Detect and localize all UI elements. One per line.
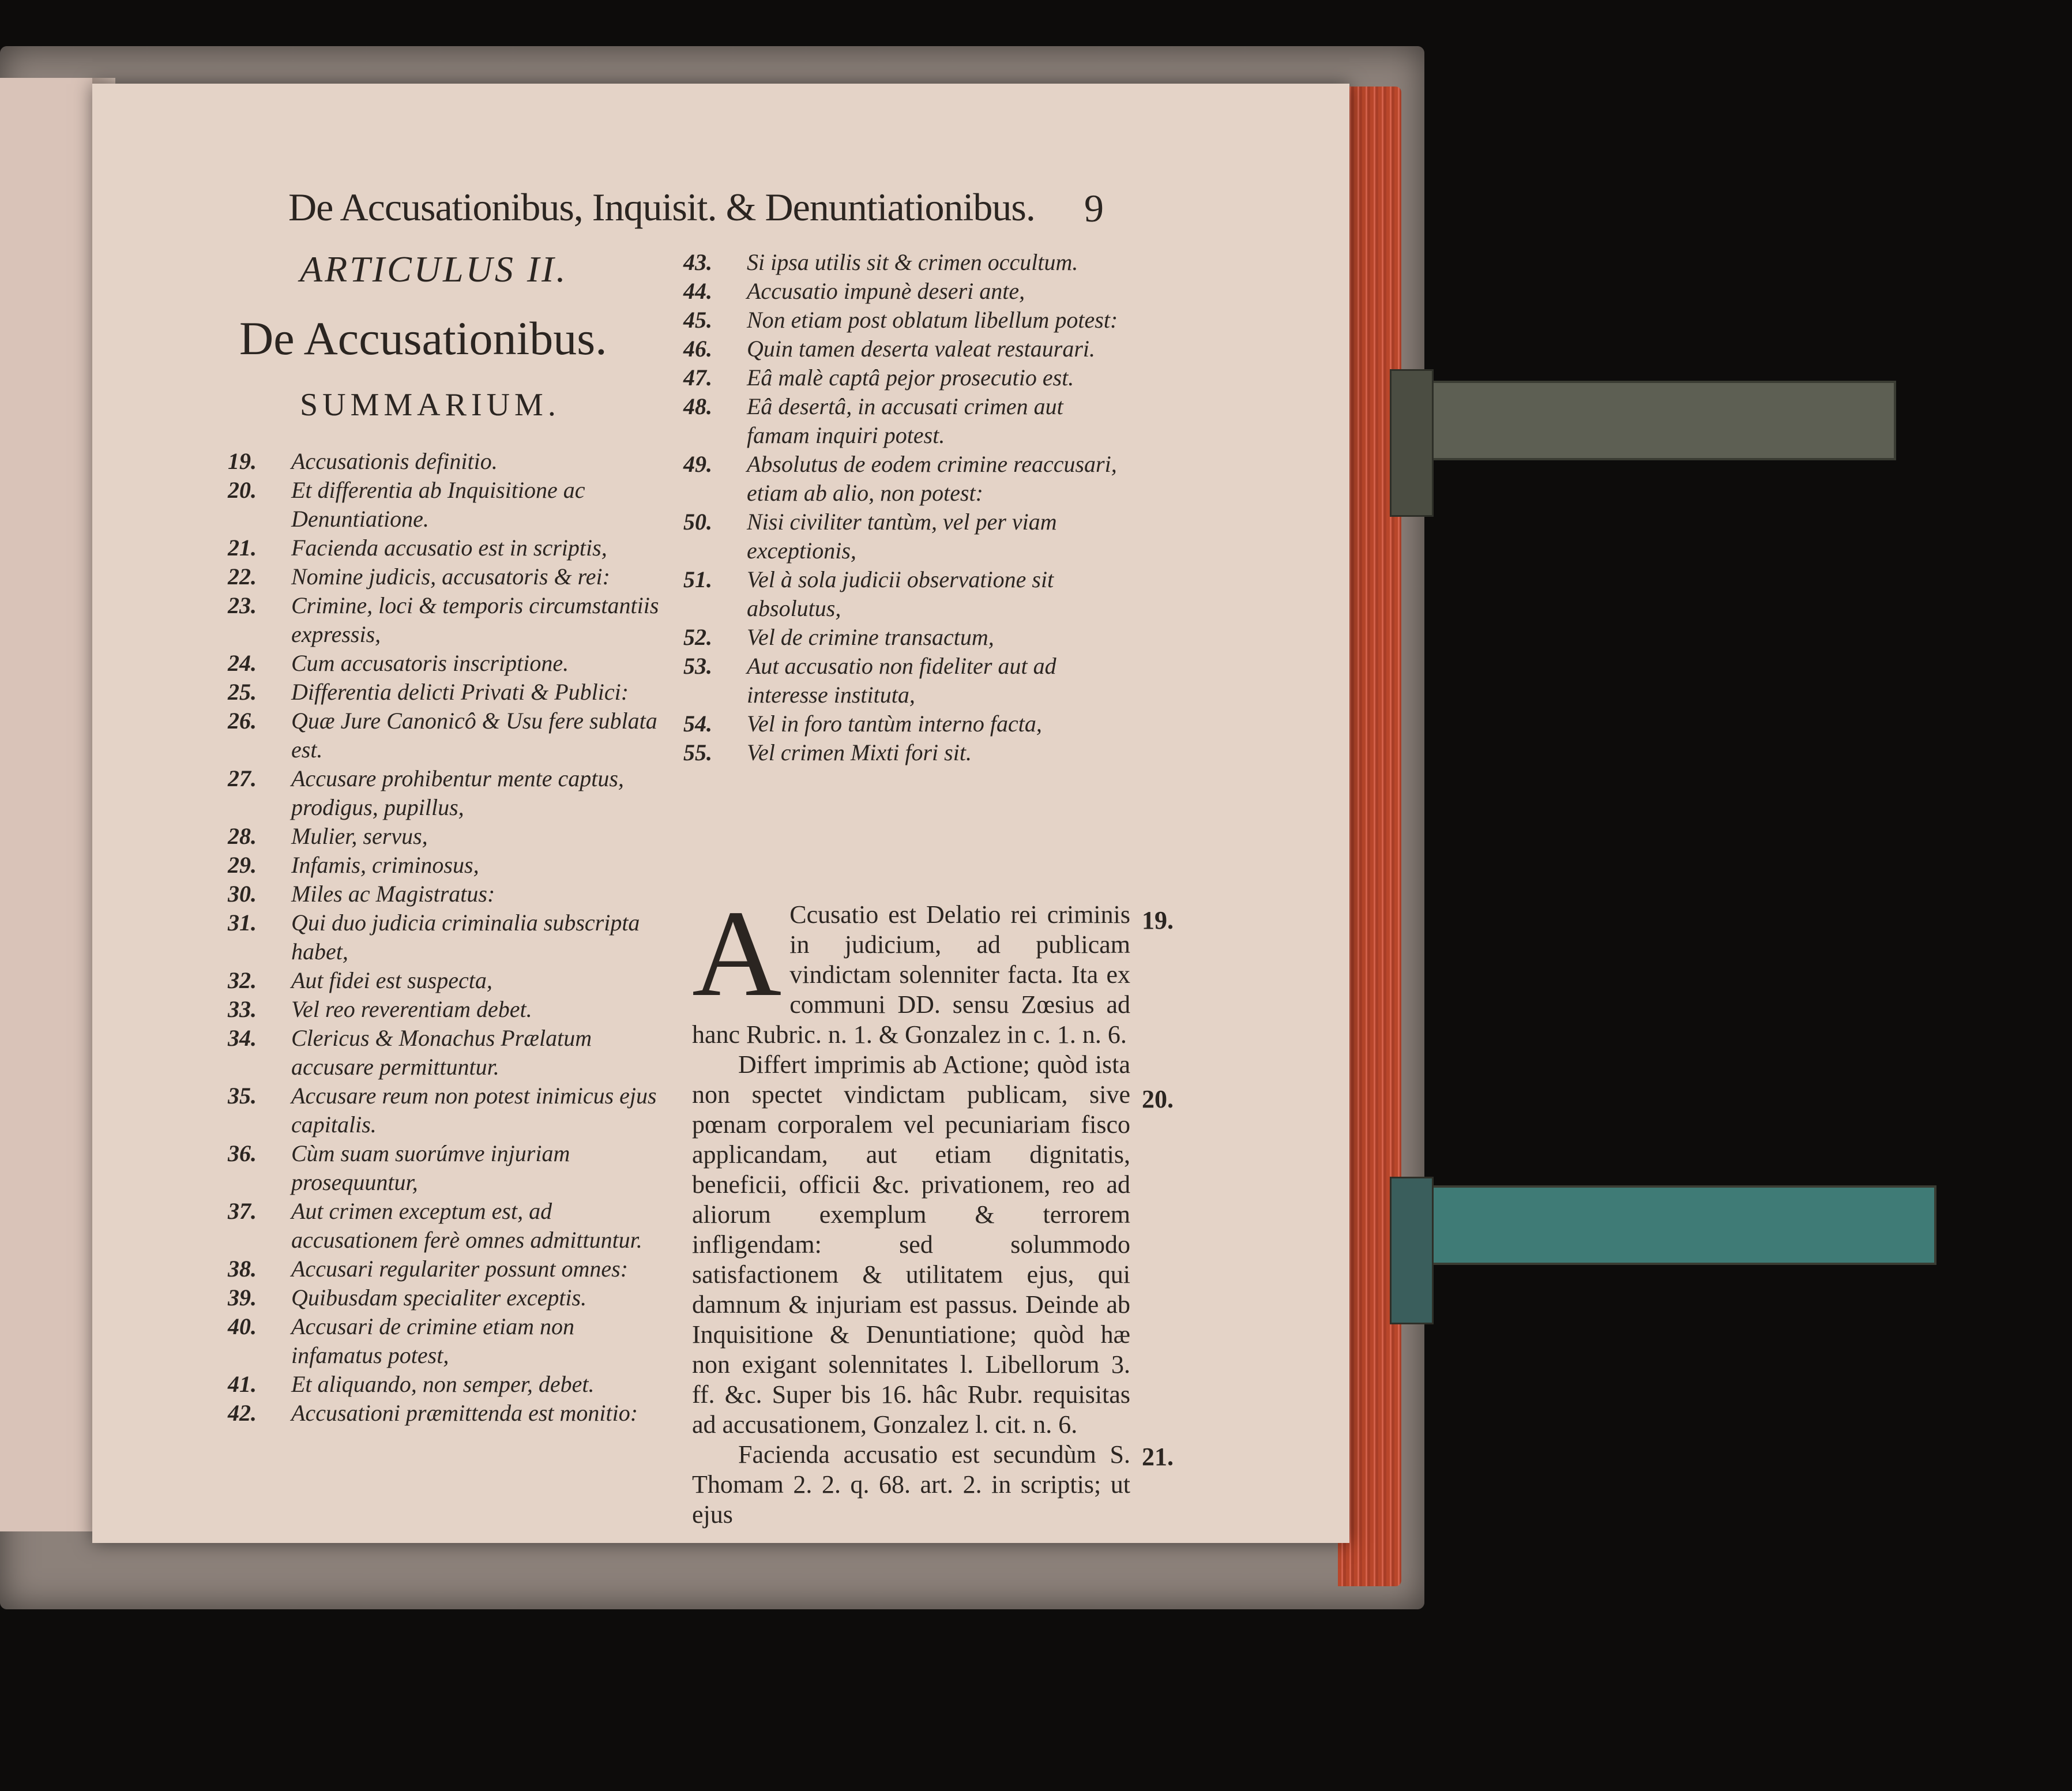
summary-item-number: 32. [228,967,257,993]
summary-item [683,450,1122,508]
running-head: De Accusationibus, Inquisit. & Denuntiationibus. [288,185,1035,229]
summary-item-text: Accusatio impunè deseri ante, [747,278,1025,304]
summary-item [683,565,1122,623]
summary-item-number: 33. [228,996,257,1022]
summary-item-text: Qui duo judicia criminalia subscripta habet, [291,910,640,964]
summary-item [683,306,1122,335]
summary-item [683,709,1122,738]
clasp-hinge-top [1390,369,1434,517]
paragraph-1: Ccusatio est Delatio rei criminis in judicium, ad publicam vindictam solenniter facta. Ita ex communi DD. sensu Zœsius ad hanc Rubric. n. 1. & Gonzalez in c. 1. n. 6. [692,900,1130,1049]
summary-item-text: Infamis, criminosus, [291,852,479,878]
margin-number-20: 20. [1142,1085,1174,1113]
summary-item [683,248,1122,277]
summary-item-number: 39. [228,1285,257,1311]
summary-item [683,738,1122,767]
summary-item-text: Accusari de crimine etiam non infamatus potest, [291,1313,574,1368]
summary-heading: SUMMARIUM. [300,387,561,423]
summary-item-text: Absolutus de eodem crimine reaccusari, etiam ab alio, non potest: [747,451,1117,506]
summary-item-text: Vel in foro tantùm interno facta, [747,711,1042,737]
summary-item-number: 52. [683,624,712,650]
summary-item-text: Quin tamen deserta valeat restaurari. [747,336,1096,362]
summary-item-text: Vel crimen Mixti fori sit. [747,739,972,765]
summary-item [228,678,666,707]
summary-item-number: 34. [228,1025,257,1051]
summary-item-number: 22. [228,564,257,590]
summary-item-number: 27. [228,765,257,791]
summary-item-text: Vel à sola judicii observatione sit absolutus, [747,566,1054,621]
summary-item-text: Et differentia ab Inquisitione ac Denuntiatione. [291,477,585,532]
paragraph-3: Facienda accusatio est secundùm S. Thomam 2. 2. q. 68. art. 2. in scriptis; ut ejus [692,1440,1130,1529]
summary-item-text: Quibusdam specialiter exceptis. [291,1285,587,1311]
summary-item [228,562,666,591]
summary-item [228,822,666,851]
summary-item-number: 40. [228,1313,257,1339]
summary-item [228,908,666,966]
summary-item [228,1024,666,1082]
summary-item-text: Si ipsa utilis sit & crimen occultum. [747,249,1078,275]
summary-item [228,880,666,908]
section-title: De Accusationibus. [239,312,607,365]
summary-item-number: 29. [228,852,257,878]
summary-item-text: Miles ac Magistratus: [291,881,495,907]
summary-item-text: Eâ desertâ, in accusati crimen aut famam inquiri potest. [747,393,1063,448]
summary-item-number: 50. [683,509,712,535]
paragraph-2: Differt imprimis ab Actione; quòd ista non spectet vindictam publicam, sive pœnam corporalem vel pecuniariam fisco applicandam, aut etiam dignitatis, beneficii, officii &c. privationem, reo ad aliorum exemplum & terrorem infligendam: sed solummodo satisfactionem & utilitatem ejus, qui damnum & injuriam est passus. Deinde ab Inquisitione & Denuntiatione; quòd hæ non exigant solennitates l. Libellorum 3. ff. &c. Super bis 16. hâc Rubr. requisitas ad accusationem, Gonzalez l. cit. n. 6. [692,1050,1130,1439]
summary-item-number: 46. [683,336,712,362]
summary-item-number: 25. [228,679,257,705]
summary-item-number: 36. [228,1140,257,1166]
clasp-strap-bottom [1401,1185,1936,1265]
summary-item [228,966,666,995]
summary-item-text: Facienda accusatio est in scriptis, [291,535,607,561]
summary-item [228,534,666,562]
summary-item-number: 24. [228,650,257,676]
summary-item-text: Quæ Jure Canonicô & Usu fere sublata est. [291,708,657,763]
summary-item-number: 20. [228,477,257,503]
summary-item-text: Nomine judicis, accusatoris & rei: [291,564,610,590]
summary-item [228,1399,666,1428]
summary-item-number: 28. [228,823,257,849]
summary-item-number: 35. [228,1083,257,1109]
summary-item-number: 38. [228,1256,257,1282]
summary-item-number: 44. [683,278,712,304]
margin-number-21: 21. [1142,1443,1174,1471]
summary-item-number: 26. [228,708,257,734]
summary-item-number: 37. [228,1198,257,1224]
summary-item-number: 21. [228,535,257,561]
summary-item-text: Mulier, servus, [291,823,428,849]
summary-item-number: 55. [683,739,712,765]
summary-item-number: 42. [228,1400,257,1426]
summary-item [228,1370,666,1399]
summary-item [228,764,666,822]
summary-item [683,335,1122,363]
clasp-strap-top [1401,381,1896,460]
summary-item-text: Accusare reum non potest inimicus ejus capitalis. [291,1083,657,1137]
summary-item-number: 41. [228,1371,257,1397]
summary-item [683,363,1122,392]
summary-item [228,649,666,678]
summary-item-text: Clericus & Monachus Prælatum accusare permittuntur. [291,1025,592,1080]
summary-item [228,1255,666,1283]
left-page-edge [0,78,92,1531]
summary-item [683,392,1122,450]
summary-item-text: Et aliquando, non semper, debet. [291,1371,595,1397]
drop-cap: A [692,884,782,1022]
summary-item-number: 19. [228,448,257,474]
summary-list-left [228,447,666,1428]
summary-item [228,851,666,880]
summary-item-text: Accusari regulariter possunt omnes: [291,1256,629,1282]
summary-item-text: Aut fidei est suspecta, [291,967,492,993]
summary-item-number: 43. [683,249,712,275]
summary-item [228,1197,666,1255]
summary-item [228,707,666,764]
summary-item-number: 31. [228,910,257,936]
summary-item-number: 49. [683,451,712,477]
summary-item-text: Aut crimen exceptum est, ad accusationem ferè omnes admittuntur. [291,1198,642,1253]
summary-item-number: 54. [683,711,712,737]
summary-item [683,652,1122,709]
summary-item-text: Accusare prohibentur mente captus, prodigus, pupillus, [291,765,624,820]
clasp-hinge-bottom [1390,1177,1434,1324]
summary-item-text: Crimine, loci & temporis circumstantiis expressis, [291,592,659,647]
summary-item-number: 45. [683,307,712,333]
summary-item-text: Cum accusatoris inscriptione. [291,650,569,676]
summary-item [228,1283,666,1312]
summary-item-number: 48. [683,393,712,419]
summary-item-text: Aut accusatio non fideliter aut ad interesse instituta, [747,653,1056,708]
summary-item [228,476,666,534]
summary-item-text: Cùm suam suorúmve injuriam prosequuntur, [291,1140,570,1195]
summary-item [228,591,666,649]
summary-item [683,623,1122,652]
margin-number-19: 19. [1142,906,1174,934]
summary-item [228,995,666,1024]
summary-item-number: 23. [228,592,257,618]
summary-item [228,1082,666,1139]
summary-item [228,1312,666,1370]
body-text [692,884,1130,1530]
summary-item [228,1139,666,1197]
summary-item-text: Differentia delicti Privati & Publici: [291,679,629,705]
article-title: ARTICULUS II. [300,249,568,290]
summary-item-text: Vel de crimine transactum, [747,624,994,650]
summary-item [228,447,666,476]
summary-item-text: Eâ malè captâ pejor prosecutio est. [747,365,1074,391]
page-number: 9 [1084,186,1104,230]
summary-list-right [683,248,1122,767]
summary-item-text: Nisi civiliter tantùm, vel per viam exceptionis, [747,509,1057,564]
summary-item [683,277,1122,306]
summary-item-number: 47. [683,365,712,391]
summary-item-text: Accusationi præmittenda est monitio: [291,1400,638,1426]
summary-item-text: Non etiam post oblatum libellum potest: [747,307,1118,333]
summary-item-number: 51. [683,566,712,592]
summary-item-text: Accusationis definitio. [291,448,498,474]
summary-item-text: Vel reo reverentiam debet. [291,996,532,1022]
summary-item [683,508,1122,565]
summary-item-number: 53. [683,653,712,679]
summary-item-number: 30. [228,881,257,907]
